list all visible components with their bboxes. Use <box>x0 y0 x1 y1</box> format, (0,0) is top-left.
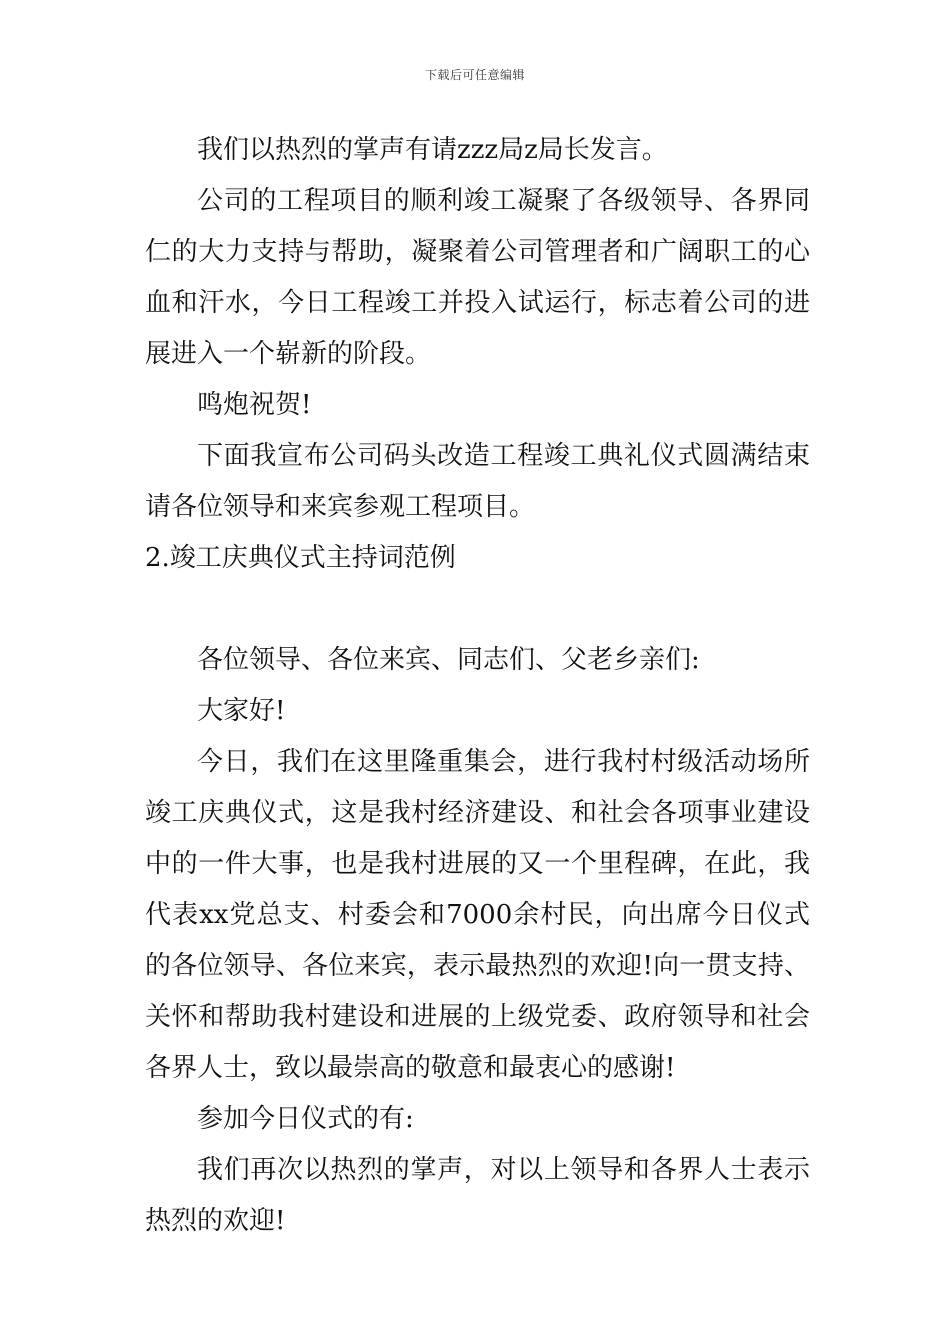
blank-line <box>145 584 810 635</box>
paragraph-ceremony-end: 下面我宣布公司码头改造工程竣工典礼仪式圆满结束请各位领导和来宾参观工程项目。 <box>145 441 810 522</box>
paragraph-project-completion: 公司的工程项目的顺利竣工凝聚了各级领导、各界同仁的大力支持与帮助，凝聚着公司管理者和广阔职工的心血和汗水，今日工程竣工并投入试运行，标志着公司的进展进入一个崭新的阶段。 <box>145 186 810 369</box>
page-header-note: 下载后可任意编辑 <box>424 68 525 82</box>
paragraph-invite-speech: 我们以热烈的掌声有请zzz局z局长发言。 <box>197 135 668 165</box>
paragraph-firecrackers: 鸣炮祝贺! <box>197 390 312 420</box>
paragraph-greeting-audience: 各位领导、各位来宾、同志们、父老乡亲们: <box>197 645 700 675</box>
paragraph-welcome-again: 我们再次以热烈的掌声，对以上领导和各界人士表示热烈的欢迎! <box>145 1155 810 1236</box>
document-body <box>145 125 810 1247</box>
paragraph-ceremony-opening: 今日，我们在这里隆重集会，进行我村村级活动场所竣工庆典仪式，这是我村经济建设、和社会各项事业建设中的一件大事，也是我村进展的又一个里程碑，在此，我代表xx党总支、村委会和7000余村民，向出席今日仪式的各位领导、各位来宾，表示最热烈的欢迎!向一贯支持、关怀和帮助我村建设和进展的上级党委、政府领导和社会各界人士，致以最崇高的敬意和最衷心的感谢! <box>145 747 810 1083</box>
paragraph-hello: 大家好! <box>197 696 286 726</box>
paragraph-attendees: 参加今日仪式的有: <box>197 1104 414 1134</box>
section-heading: 2.竣工庆典仪式主持词范例 <box>145 543 456 573</box>
